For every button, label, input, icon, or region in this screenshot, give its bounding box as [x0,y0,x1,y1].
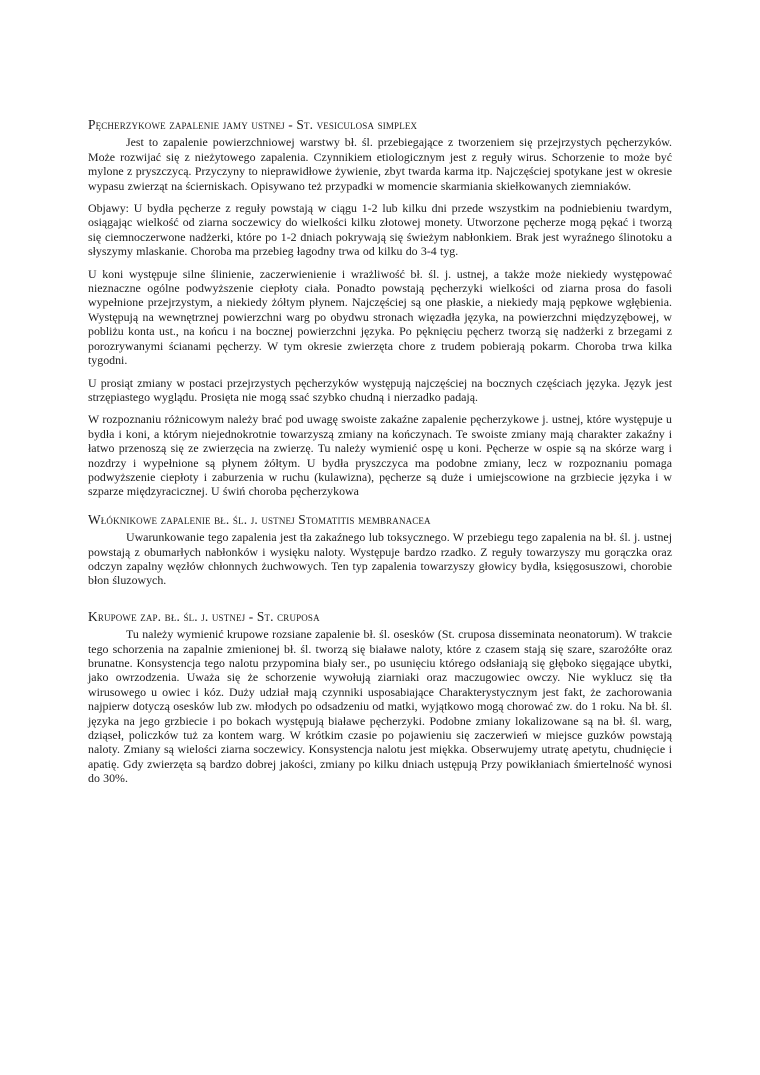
section-heading-membranacea: Włóknikowe zapalenie bł. śl. j. ustnej Stomatitis membranacea [88,511,431,527]
paragraph-intro: Jest to zapalenie powierzchniowej warstwy bł. śl. przebiegające z tworzeniem się przejrzystych pęcherzyków. Może rozwijać się z nieżytowego zapalenia. Czynnikiem etiologicznym jest z reguły wirus. Schorzenie to może być mylone z pryszczycą. Przyczyny to nieprawidłowe żywienie, zbyt twarda karma itp. Najczęściej spotykane jest w okresie wypasu zwierząt na ścierniskach. Opisywano też przypadki w momencie skarmiania skiełkowanych ziemniaków. [88,135,672,193]
paragraph-uwarunkowanie: Uwarunkowanie tego zapalenia jest tła zakaźnego lub toksycznego. W przebiegu tego zapalenia na bł. śl. j. ustnej powstają z obumarłych nabłonków i wysięku naloty. Występuje bardzo rzadko. Z reguły towarzyszy mu gorączka oraz odczyn zapalny węzłów chłonnych żuchwowych. Ten typ zapalenia towarzyszy głowicy bydła, księgosuszowi, chorobie błon śluzowych. [88,530,672,588]
paragraph-objawy-bydlo: Objawy: U bydła pęcherze z reguły powstają w ciągu 1-2 lub kilku dni przede wszystkim na podniebieniu twardym, osiągając wielkość od ziarna soczewicy do wielkości kilku złotowej monety. Utworzone pęcherze mogą pękać i tworzą się ciemnoczerwone nadżerki, które po 1-2 dniach pokrywają się świeżym nabłonkiem. Brak jest wyraźnego ślinotoku a słyszymy mlaskanie. Choroba ma przebieg łagodny trwa od kilku do 3-4 tyg. [88,201,672,259]
paragraph-prosieta: U prosiąt zmiany w postaci przejrzystych pęcherzyków występują najczęściej na bocznych częściach języka. Język jest strzępiastego wyglądu. Prosięta nie mogą ssać szybko chudną i nierzadko padają. [88,375,672,404]
section-vesiculosa-simplex [88,118,672,499]
section-heading-vesiculosa: Pęcherzykowe zapalenie jamy ustnej - St. vesiculosa simplex [88,117,418,132]
section-stomatitis-membranacea [88,513,672,588]
section-heading-cruposa: Krupowe zap. bł. śl. j. ustnej - St. cruposa [88,608,320,624]
paragraph-rozpoznanie-roznicowe: W rozpoznaniu różnicowym należy brać pod uwagę swoiste zakaźne zapalenie pęcherzykowe j. ustnej, które występuje u bydła i koni, a którym niejednokrotnie towarzyszą zmiany na kończynach. Te swoiste zmiany mają charakter zakaźny i łatwo przenoszą się ze zwierzęcia na zwierzę. Tu należy wymienić ospę u koni. Pęcherze w ospie są na skórze warg i nozdrzy i wypełnione są płynem żółtym. U bydła pryszczyca ma podobne zmiany, lecz w rozpoznaniu pomaga podwyższenie ciepłoty i zaburzenia w ruchu (kulawizna), pęcherze są duże i umiejscowione na grzbiecie języka i w szparze międzyracicznej. U świń choroba pęcherzykowa [88,412,672,499]
section-st-cruposa [88,610,672,786]
paragraph-konie: U koni występuje silne ślinienie, zaczerwienienie i wrażliwość bł. śl. j. ustnej, a także może niekiedy występować nieznaczne ogólne podwyższenie ciepłoty ciała. Ponadto powstają pęcherzyki wielkości od ziarna prosa do fasoli wypełnione przejrzystym, a niekiedy żółtym płynem. Najczęściej są one płaskie, a niekiedy mają pępkowe wgłębienia. Występują na wewnętrznej powierzchni warg po obydwu stronach więzadła języka, na powierzchni międzyzębowej, w pobliżu konta ust., na końcu i na bocznej powierzchni języka. Po pęknięciu pęcherz tworzą się nadżerki z brzegami z porozrywanymi ścianami pęcherzy. W tym okresie zwierzęta chore z trudem pobierają pokarm. Choroba trwa kilka tygodni. [88,266,672,368]
paragraph-krupowe-zapalenie: Tu należy wymienić krupowe rozsiane zapalenie bł. śl. osesków (St. cruposa disseminata neonatorum). W trakcie tego schorzenia na zapalnie zmienionej bł. śl. tworzą się białawe naloty, które z czasem stają się szare, szarożółte oraz brunatne. Konsystencja tego nalotu przypomina biały ser., po usunięciu którego odsłaniają się głęboko sięgające ubytki, jako owrzodzenia. Uważa się że schorzenie wywołują ziarniaki oraz maczugowiec owczy. Nie wyklucz się tła wirusowego u owiec i kóz. Duży udział mają czynniki usposabiające Charakterystycznym jest fakt, że zachorowania najpierw dotyczą osesków lub zw. młodych po odsadzeniu od matki, wyjątkowo mogą chorować zw. do 1 roku. Na bł. śl. języka na jego grzbiecie i po bokach występują białawe pęcherzyki. Podobne zmiany lokalizowane są na bł. śl. warg, dziąseł, policzków tuż za kontem warg. W krótkim czasie po pojawieniu się zaczerwień w miejsce guzków powstają naloty. Zmiany są wielości ziarna soczewicy. Konsystencja nalotu jest miękka. Obserwujemy utratę apetytu, chudnięcie i apatię. Gdy zwierzęta są bardzo dobrej jakości, zmiany po kilku dniach ustępują Przy powikłaniach śmiertelność wynosi do 30%. [88,627,672,786]
